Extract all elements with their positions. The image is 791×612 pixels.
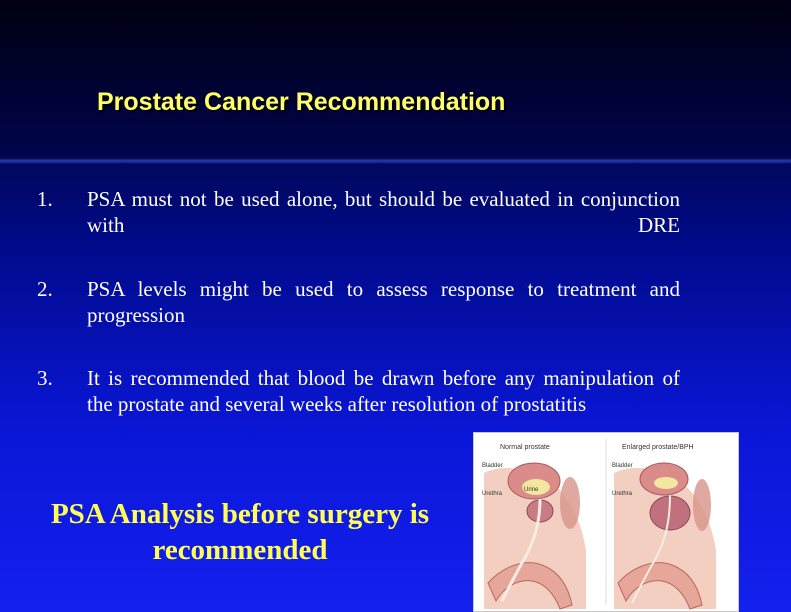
list-item-text: PSA levels might be used to assess response to treatment and progression bbox=[87, 277, 680, 327]
bladder-label-right: Bladder bbox=[612, 463, 633, 469]
enlarged-prostate-panel bbox=[614, 463, 716, 609]
title-band bbox=[0, 0, 791, 162]
title-divider bbox=[0, 158, 791, 164]
urethra-label-right: Urethra bbox=[612, 491, 633, 497]
prostate-anatomy-illustration bbox=[473, 432, 739, 612]
list-item-number: 2. bbox=[37, 277, 53, 301]
list-item-text: It is recommended that blood be drawn before any manipulation of the prostate and several weeks after resolution of prostatitis bbox=[87, 366, 680, 416]
urine-label-left: Urine bbox=[524, 487, 539, 493]
list-item-number: 3. bbox=[37, 366, 53, 390]
normal-prostate-panel bbox=[484, 463, 586, 609]
rectum-shape bbox=[560, 477, 580, 529]
enlarged-prostate-label: Enlarged prostate/BPH bbox=[622, 444, 694, 451]
list-item-text: PSA must not be used alone, but should be evaluated in conjunction with DRE bbox=[87, 187, 680, 237]
recommendation-note: PSA Analysis before surgery is recommended bbox=[50, 498, 430, 566]
urine-fill bbox=[654, 477, 678, 489]
bladder-label-left: Bladder bbox=[482, 463, 503, 469]
urethra-label-left: Urethra bbox=[482, 491, 503, 497]
list-item-number: 1. bbox=[37, 187, 53, 211]
slide-title: Prostate Cancer Recommendation bbox=[97, 88, 506, 116]
normal-prostate-label: Normal prostate bbox=[500, 444, 550, 451]
rectum-shape bbox=[693, 479, 711, 531]
anatomy-drawing bbox=[474, 433, 738, 611]
